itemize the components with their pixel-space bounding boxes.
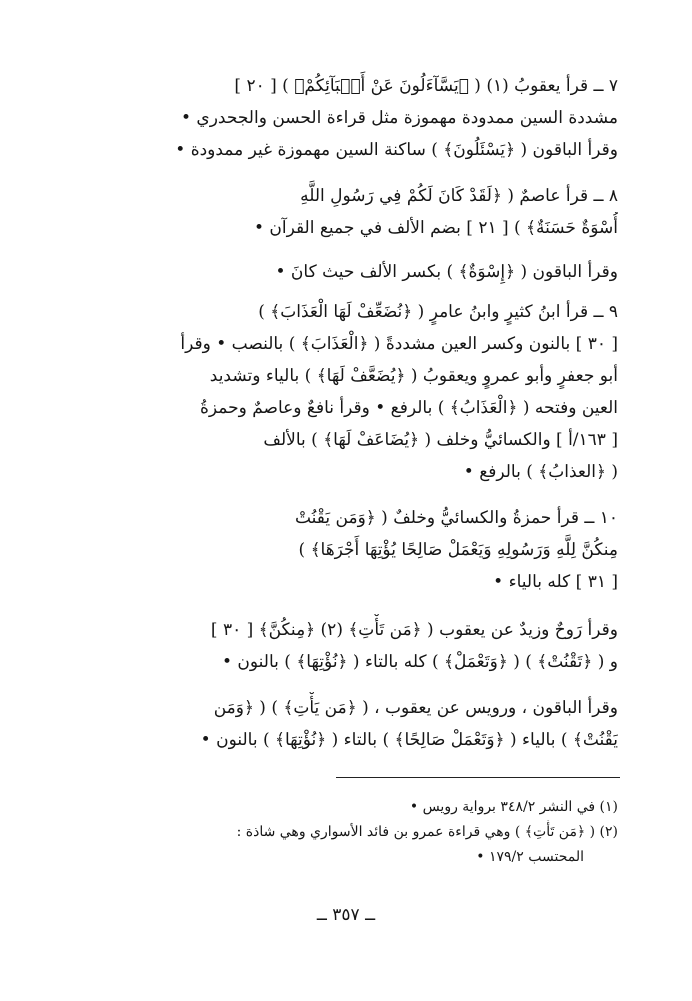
text-line: مشددة السين ممدودة مهموزة مثل قراءة الحسن والجحدري • xyxy=(180,108,618,128)
text-line: ١٠ ــ قرأ حمزةُ والكسائيُّ وخلفٌ ( ﴿وَمَن يَقْنُتْ xyxy=(294,508,618,528)
text-line: [ ١٦٣/أ ] والكسائيُّ وخلف ( ﴿يُضَاعَفْ لَهَا﴾ ) بالألف xyxy=(263,430,618,450)
text-line: ( ﴿العذابُ﴾ ) بالرفع • xyxy=(463,462,618,482)
text-line: [ ٣١ ] كله بالياء • xyxy=(493,572,618,592)
text-line: ٨ ــ قرأ عاصمٌ ( ﴿لَقَدْ كَانَ لَكُمْ فِي رَسُولِ اللَّهِ xyxy=(300,186,618,206)
page-number: ــ ٣٥٧ ــ xyxy=(316,905,376,925)
paragraph-7 xyxy=(70,70,618,166)
text-line: وقرأ الباقون ، ورويس عن يعقوب ، ( ﴿مَن يَأْتِ﴾ ) ( ﴿وَمَن xyxy=(213,698,618,718)
footnote-1: (١) في النشر ٣٤٨/٢ برواية رويس • xyxy=(409,799,618,815)
paragraph-9 xyxy=(70,296,618,488)
text-line: وقرأ رَوحٌ وزيدٌ عن يعقوب ( ﴿مَن تَأْتِ﴾ (٢) ﴿مِنكُنَّ﴾ [ ٣٠ ] xyxy=(210,620,618,640)
text-line: [ ٣٠ ] بالنون وكسر العين مشددةً ( ﴿الْعَذَابَ﴾ ) بالنصب • وقرأ xyxy=(180,334,618,354)
text-line: مِنكُنَّ لِلَّهِ وَرَسُولِهِ وَيَعْمَلْ صَالِحًا يُؤْتِهَا أَجْرَهَا﴾ ) xyxy=(298,540,618,560)
text-line: و ( ﴿تَقْنُتْ﴾ ) ( ﴿وَتَعْمَلْ﴾ ) كله بالتاء ( ﴿نُؤْتِهَا﴾ ) بالنون • xyxy=(221,652,618,672)
paragraph-8-rest xyxy=(70,256,618,288)
text-line: وقرأ الباقون ( ﴿يَسْئَلُونَ﴾ ) ساكنة السين مهموزة غير ممدودة • xyxy=(175,140,618,160)
text-line: العين وفتحه ( ﴿الْعَذَابُ﴾ ) بالرفع • وقرأ نافعٌ وعاصمٌ وحمزةُ xyxy=(199,398,618,418)
paragraph-10 xyxy=(70,502,618,598)
paragraph-10-rawh xyxy=(70,614,618,678)
footnote-divider xyxy=(336,777,620,778)
text-line: ٧ ــ قرأ يعقوبُ (١) ( ﴿يَسَّآءَلُونَ عَنْ أَنۢبَآئِكُمْ﴾ ) [ ٢٠ ] xyxy=(234,76,618,96)
text-line: يَقْنُتْ﴾ ) بالياء ( ﴿وَتَعْمَلْ صَالِحًا﴾ ) بالتاء ( ﴿نُؤْتِهَا﴾ ) بالنون • xyxy=(200,730,618,750)
footnote-2-continued: المحتسب ١٧٩/٢ • xyxy=(476,849,584,865)
paragraph-8 xyxy=(70,180,618,244)
footnotes xyxy=(70,795,618,870)
footnote-2: (٢) ( ﴿مَن تَأْتِ﴾ ) وهي قراءة عمرو بن فائد الأسواري وهي شاذة : xyxy=(236,824,618,840)
text-line: ٩ ــ قرأ ابنُ كثيرٍ وابنُ عامرٍ ( ﴿نُضَعِّفْ لَهَا الْعَذَابَ﴾ ) xyxy=(258,302,618,322)
text-line: وقرأ الباقون ( ﴿إِسْوَةٌ﴾ ) بكسر الألف حيث كانَ • xyxy=(275,262,618,282)
text-line: أبو جعفرٍ وأبو عمروٍ ويعقوبُ ( ﴿يُضَعَّفْ لَهَا﴾ ) بالياء وتشديد xyxy=(209,366,618,386)
paragraph-10-rest xyxy=(70,692,618,756)
text-line: أُسْوَةٌ حَسَنَةٌ﴾ ) [ ٢١ ] بضم الألف في جميع القرآن • xyxy=(253,218,618,238)
